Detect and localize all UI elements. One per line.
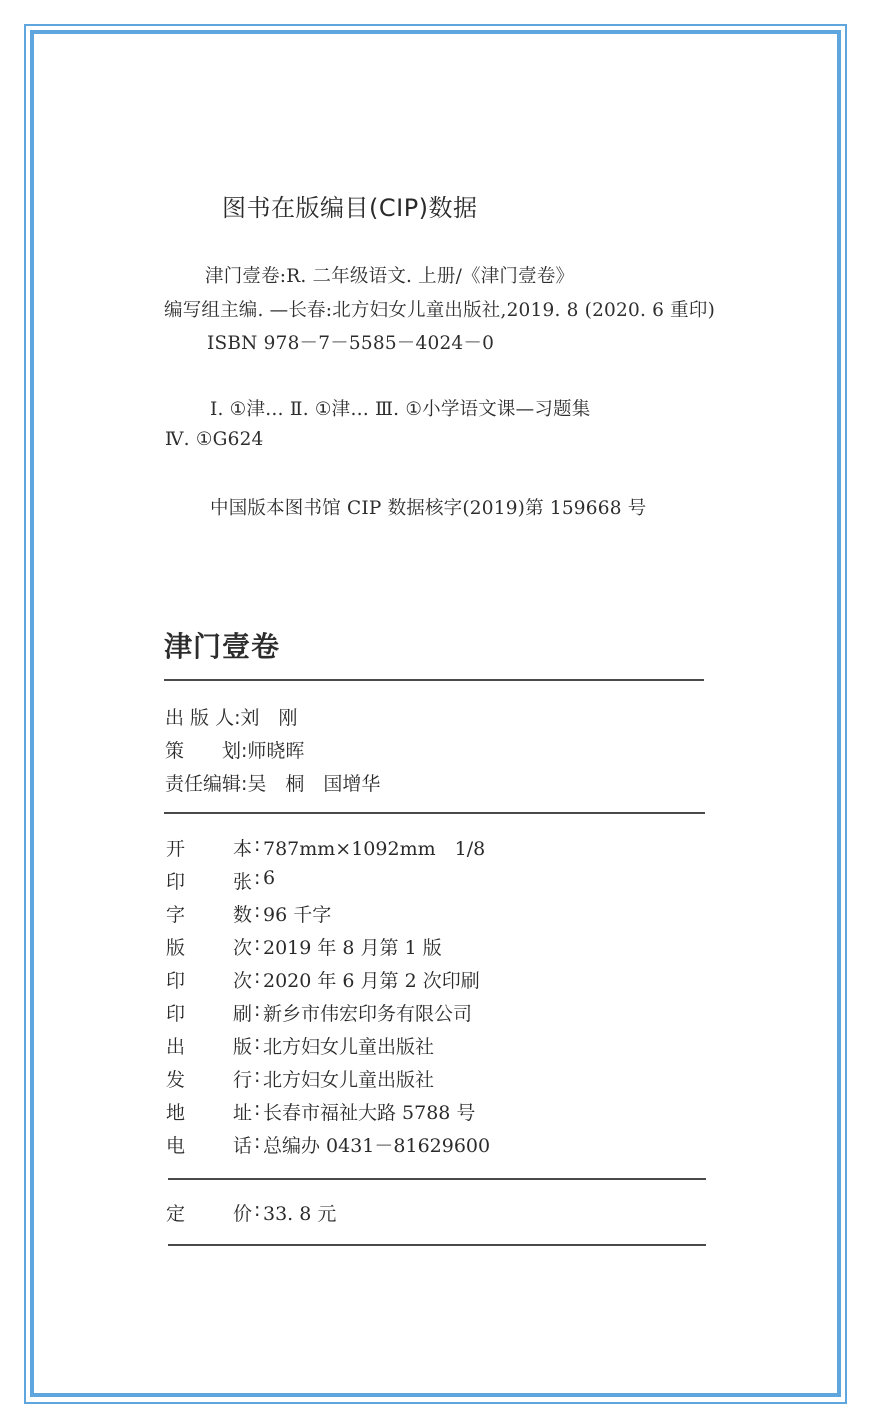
spec-key-1: 印	[166, 871, 186, 893]
colon: :	[254, 1131, 261, 1153]
staff-editors	[165, 769, 380, 796]
spec-value: 长春市福祉大路 5788 号	[263, 1102, 476, 1124]
spec-key-2: 版	[233, 1036, 253, 1058]
spec-key-2: 话	[233, 1135, 253, 1157]
spec-value: 新乡市伟宏印务有限公司	[263, 1003, 473, 1025]
spec-value: 总编办 0431－81629600	[263, 1135, 491, 1157]
spec-key-1: 字	[166, 904, 186, 926]
cip-line-2: 编写组主编. —长春:北方妇女儿童出版社,2019. 8 (2020. 6 重印)	[164, 300, 715, 321]
staff-label: 策 划	[165, 740, 242, 762]
spec-key-1: 发	[166, 1069, 186, 1091]
spec-key-1: 版	[166, 937, 186, 959]
spec-key-1: 地	[166, 1102, 186, 1124]
colon: :	[254, 966, 261, 988]
spec-key-1: 电	[166, 1135, 186, 1157]
cip-verification-number: 中国版本图书馆 CIP 数据核字(2019)第 159668 号	[210, 498, 647, 519]
spec-key-2: 次	[233, 970, 253, 992]
staff-label: 责任编辑	[165, 773, 242, 795]
spec-value: 96 千字	[263, 904, 332, 926]
spec-key-1: 出	[166, 1036, 186, 1058]
spec-key-1: 印	[166, 1003, 186, 1025]
price-value: 33. 8 元	[263, 1203, 337, 1225]
divider-2	[164, 812, 705, 814]
spec-value: 787mm×1092mm 1/8	[263, 838, 486, 860]
spec-value: 6	[263, 867, 276, 889]
spec-value: 北方妇女儿童出版社	[263, 1036, 435, 1058]
staff-value: 吴 桐 国增华	[247, 773, 381, 795]
colon: :	[254, 867, 261, 889]
staff-value: 刘 刚	[240, 707, 298, 729]
spec-key-2: 址	[233, 1102, 253, 1124]
spec-key-2: 价	[233, 1203, 253, 1225]
colon: :	[254, 1065, 261, 1087]
staff-label: 出 版 人	[165, 707, 235, 729]
spec-value: 2019 年 8 月第 1 版	[263, 937, 442, 959]
colon: :	[254, 999, 261, 1021]
cip-classification-1: Ⅰ. ①津… Ⅱ. ①津… Ⅲ. ①小学语文课—习题集	[210, 399, 591, 420]
colon: :	[254, 834, 261, 856]
spec-key-1: 印	[166, 970, 186, 992]
colon: :	[254, 933, 261, 955]
spec-key-2: 刷	[233, 1003, 253, 1025]
spec-key-2: 张	[233, 871, 253, 893]
spec-key-2: 本	[233, 838, 253, 860]
cip-line-1: 津门壹卷:R. 二年级语文. 上册/《津门壹卷》	[205, 266, 575, 287]
page-border-inner	[30, 30, 841, 1397]
colon: :	[241, 773, 248, 795]
spec-value: 2020 年 6 月第 2 次印刷	[263, 970, 480, 992]
spec-value: 北方妇女儿童出版社	[263, 1069, 435, 1091]
colon: :	[254, 1199, 261, 1221]
staff-planner	[165, 736, 304, 763]
cip-isbn: ISBN 978－7－5585－4024－0	[207, 333, 495, 354]
spec-key-1: 定	[166, 1203, 186, 1225]
cip-classification-2: Ⅳ. ①G624	[165, 429, 264, 450]
spec-key-2: 行	[233, 1069, 253, 1091]
divider-3	[168, 1178, 706, 1180]
divider-1	[164, 679, 704, 681]
spec-key-2: 数	[233, 904, 253, 926]
book-title: 津门壹卷	[164, 630, 281, 663]
cip-heading: 图书在版编目(CIP)数据	[222, 194, 478, 222]
colon: :	[241, 740, 248, 762]
spec-key-2: 次	[233, 937, 253, 959]
spec-key-1: 开	[166, 838, 186, 860]
colon: :	[254, 1098, 261, 1120]
staff-publisher	[165, 703, 298, 730]
colon: :	[254, 1032, 261, 1054]
colon: :	[254, 900, 261, 922]
divider-4	[168, 1244, 706, 1246]
staff-value: 师晓晖	[247, 740, 305, 762]
colon: :	[234, 707, 241, 729]
